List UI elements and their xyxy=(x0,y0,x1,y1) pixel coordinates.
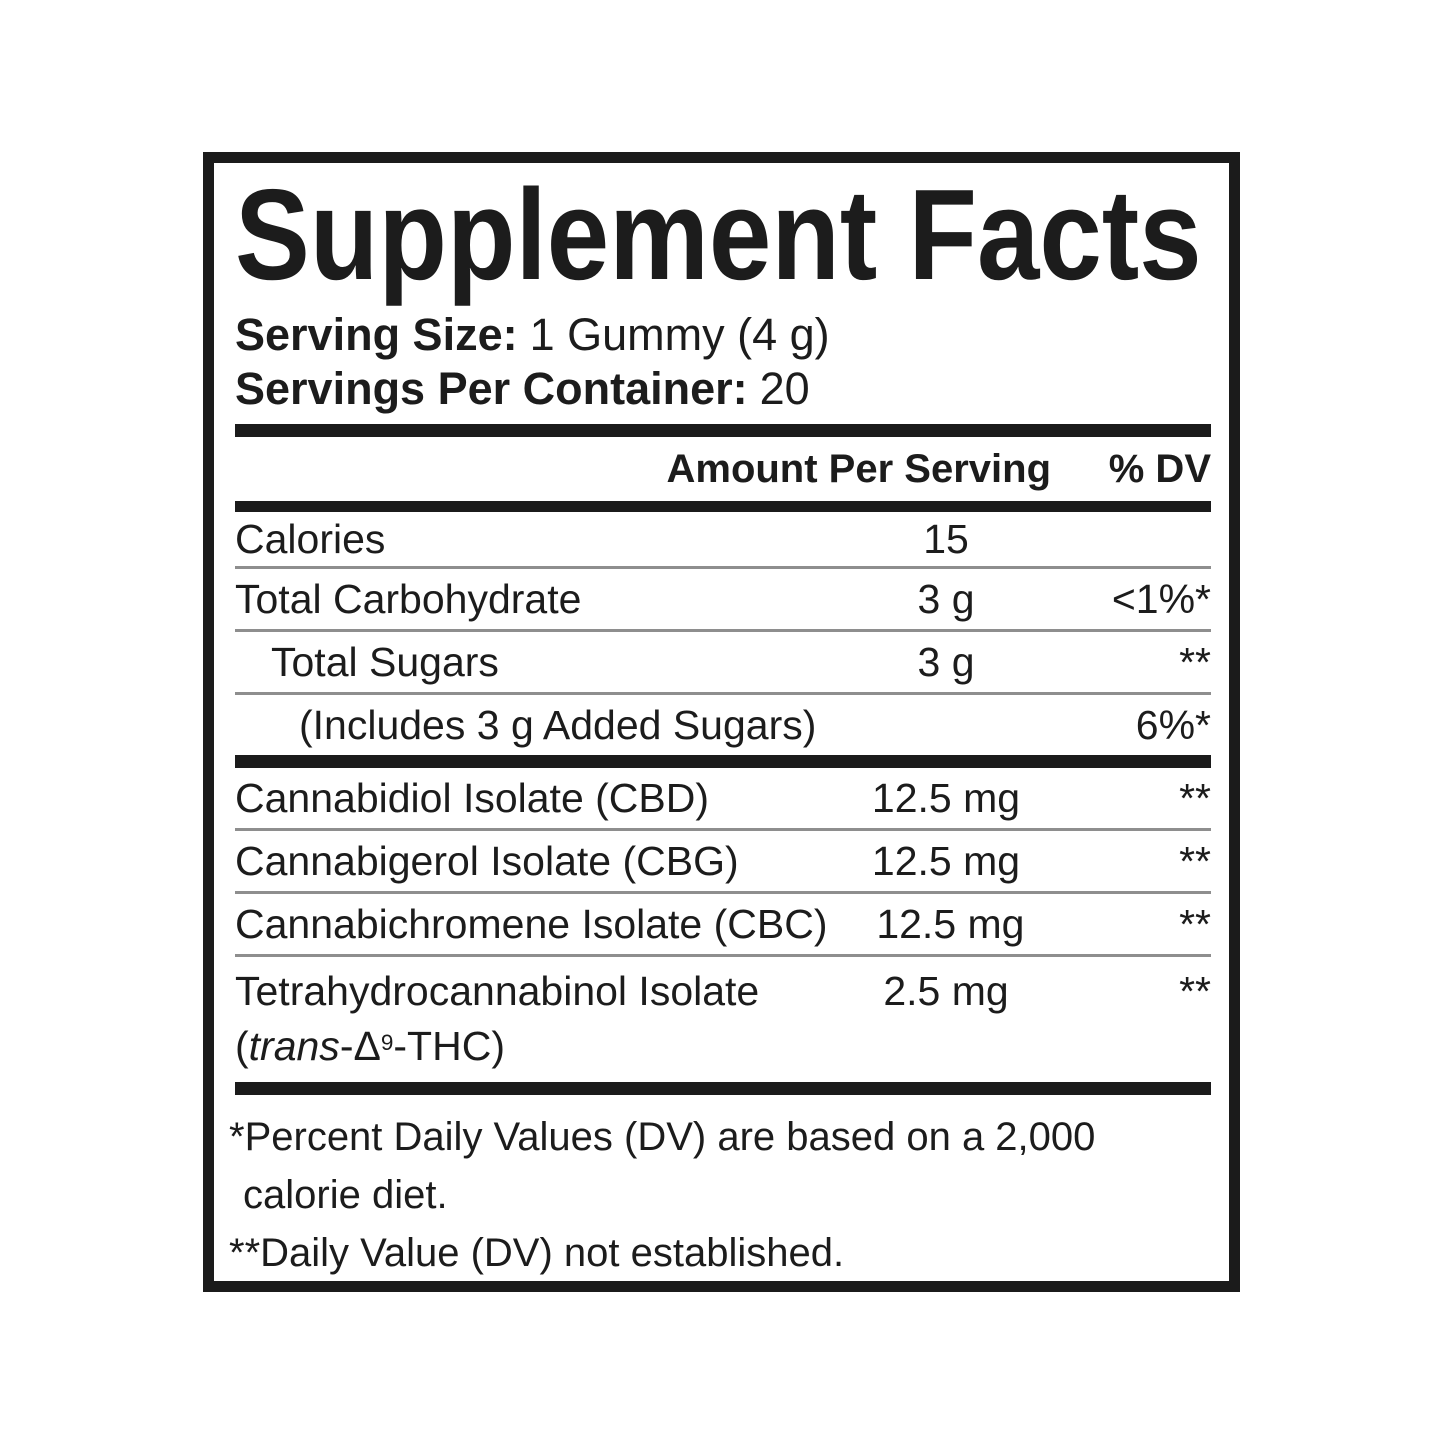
section-divider-thick xyxy=(235,755,1211,768)
nutrient-name xyxy=(235,965,821,1072)
header-divider-bar xyxy=(235,501,1211,512)
footnote-percent-dv: *Percent Daily Values (DV) are based on a 2,000 xyxy=(229,1115,1096,1160)
nutrient-name: Cannabichromene Isolate (CBC) xyxy=(235,901,828,947)
nutrient-dv: 6%* xyxy=(1135,702,1211,748)
nutrient-name: Total Carbohydrate xyxy=(235,576,582,622)
footnote-percent-dv-cont: calorie diet. xyxy=(243,1173,448,1218)
nutrient-name-line1: Tetrahydrocannabinol Isolate xyxy=(235,968,760,1014)
nutrient-amount: 3 g xyxy=(917,639,975,685)
nutrient-amount: 12.5 mg xyxy=(871,775,1021,821)
nutrient-row-cbc xyxy=(235,894,1211,957)
nutrient-row-cbd xyxy=(235,768,1211,831)
serving-size-value: 1 Gummy (4 g) xyxy=(529,309,830,360)
section-divider-thick xyxy=(235,424,1211,437)
nutrient-amount: 12.5 mg xyxy=(871,838,1021,884)
nutrient-row-calories xyxy=(235,512,1211,569)
nutrient-amount: 15 xyxy=(923,516,969,562)
amount-per-serving-header: Amount Per Serving xyxy=(666,447,1051,491)
nutrient-amount: 2.5 mg xyxy=(883,968,1009,1014)
nutrient-row-cbg xyxy=(235,831,1211,894)
percent-dv-header: % DV xyxy=(1108,447,1211,491)
nutrient-name-line2: $(trans-\Delta^9-THC)$ xyxy=(235,1023,505,1070)
section-divider-thick xyxy=(235,1082,1211,1095)
panel-title: Supplement Facts xyxy=(235,163,1202,307)
nutrient-name: Cannabigerol Isolate (CBG) xyxy=(235,838,739,884)
nutrient-dv: ** xyxy=(1179,901,1211,947)
nutrient-row-total-sugars xyxy=(235,632,1211,695)
nutrient-row-added-sugars xyxy=(235,695,1211,755)
nutrient-name: (Includes 3 g Added Sugars) xyxy=(299,702,817,748)
serving-size-label: Serving Size: xyxy=(235,309,518,360)
nutrient-dv: ** xyxy=(1179,968,1211,1014)
nutrient-name: Total Sugars xyxy=(271,639,499,685)
nutrient-dv: <1%* xyxy=(1111,576,1211,622)
servings-per-container-label: Servings Per Container: xyxy=(235,363,748,414)
nutrient-row-thc xyxy=(235,957,1211,1082)
nutrient-amount: 3 g xyxy=(917,576,975,622)
nutrient-dv: ** xyxy=(1179,775,1211,821)
servings-per-container-line xyxy=(235,362,1211,416)
footnotes-block xyxy=(229,1095,1211,1282)
table-column-header xyxy=(235,437,1211,501)
nutrient-amount: 12.5 mg xyxy=(876,901,1025,947)
nutrient-name: Cannabidiol Isolate (CBD) xyxy=(235,775,710,821)
serving-size-line xyxy=(235,308,1211,362)
nutrient-dv: ** xyxy=(1179,639,1211,685)
nutrient-row-total-carbohydrate xyxy=(235,569,1211,632)
nutrient-name: Calories xyxy=(235,516,386,562)
supplement-facts-panel xyxy=(203,152,1240,1292)
footnote-dv-not-established: **Daily Value (DV) not established. xyxy=(229,1231,845,1276)
nutrient-dv: ** xyxy=(1179,838,1211,884)
servings-per-container-value: 20 xyxy=(759,363,810,414)
